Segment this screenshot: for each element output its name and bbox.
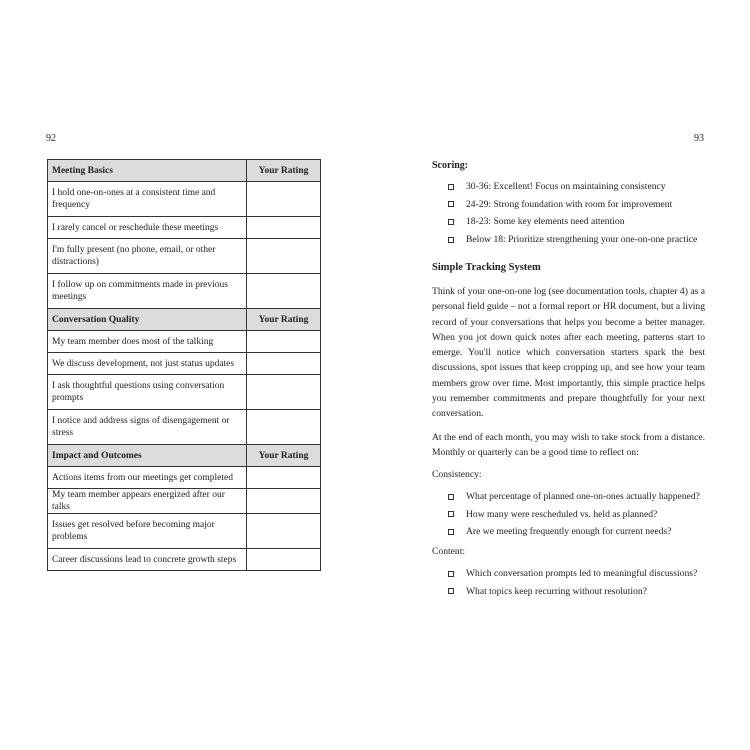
list-item [448, 565, 708, 583]
table-row [48, 467, 321, 489]
consistency-list [448, 488, 708, 541]
body-paragraph: Think of your one-on-one log (see documentation tools, chapter 4) as a personal field guide – not a formal report or HR document, but a living record of your conversations that helps you become a better manager. When you jot down quick notes after each meeting, patterns start to emerge. You'll notice which conversation starters spark the best discussions, spot issues that keep cropping up, and see how your team members grow over time. Most importantly, this simple practice helps you remember commitments and prepare thoughtfully for your next conversation. [432, 286, 705, 420]
statement-cell: I follow up on commitments made in previous meetings [48, 274, 247, 309]
table-row [48, 217, 321, 239]
rating-cell[interactable] [247, 239, 321, 274]
content-label: Content: [432, 546, 466, 557]
rating-column-header: Your Rating [247, 160, 321, 182]
rating-column-header: Your Rating [247, 445, 321, 467]
rating-cell[interactable] [247, 182, 321, 217]
statement-cell: My team member does most of the talking [48, 331, 247, 353]
list-item [448, 506, 708, 524]
table-row [48, 375, 321, 410]
list-item [448, 488, 708, 506]
rating-cell[interactable] [247, 489, 321, 514]
list-item-text: What topics keep recurring without resolution? [466, 585, 647, 597]
checkbox-bullet-icon [448, 588, 454, 594]
checkbox-bullet-icon [448, 494, 454, 500]
page-number-right: 93 [694, 133, 704, 144]
table-section-header [48, 160, 321, 182]
list-item [448, 178, 708, 196]
list-item [448, 523, 708, 541]
body-paragraph: At the end of each month, you may wish to take stock from a distance. Monthly or quarterly can be a good time to reflect on: [432, 432, 705, 459]
scoring-heading: Scoring: [432, 160, 469, 171]
list-item-text: How many were rescheduled vs. held as planned? [466, 508, 658, 520]
section-title: Meeting Basics [48, 160, 247, 182]
rating-cell[interactable] [247, 410, 321, 445]
table-section-header [48, 445, 321, 467]
list-item-text: 30-36: Excellent! Focus on maintaining consistency [466, 181, 666, 192]
rating-cell[interactable] [247, 274, 321, 309]
rating-cell[interactable] [247, 353, 321, 375]
section-title: Impact and Outcomes [48, 445, 247, 467]
checkbox-bullet-icon [448, 529, 454, 535]
table-row [48, 489, 321, 514]
rating-cell[interactable] [247, 375, 321, 410]
self-assessment-table [47, 159, 321, 571]
checkbox-bullet-icon [448, 571, 454, 577]
rating-cell[interactable] [247, 217, 321, 239]
checkbox-bullet-icon [448, 201, 454, 207]
table-row [48, 514, 321, 549]
statement-cell: Career discussions lead to concrete growth steps [48, 549, 247, 571]
statement-cell: We discuss development, not just status updates [48, 353, 247, 375]
statement-cell: I hold one-on-ones at a consistent time and frequency [48, 182, 247, 217]
statement-cell: I ask thoughtful questions using conversation prompts [48, 375, 247, 410]
checkbox-bullet-icon [448, 219, 454, 225]
table-section-header [48, 309, 321, 331]
statement-cell: I rarely cancel or reschedule these meetings [48, 217, 247, 239]
statement-cell: I'm fully present (no phone, email, or other distractions) [48, 239, 247, 274]
list-item-text: Are we meeting frequently enough for current needs? [466, 526, 672, 538]
list-item [448, 213, 708, 231]
list-item-text: 24-29: Strong foundation with room for improvement [466, 198, 673, 210]
section-heading: Simple Tracking System [432, 262, 541, 273]
table-row [48, 274, 321, 309]
checkbox-bullet-icon [448, 511, 454, 517]
rating-cell[interactable] [247, 331, 321, 353]
rating-column-header: Your Rating [247, 309, 321, 331]
rating-cell[interactable] [247, 549, 321, 571]
checkbox-bullet-icon [448, 237, 454, 243]
statement-cell: Actions items from our meetings get completed [48, 467, 247, 489]
list-item [448, 231, 708, 249]
statement-cell: My team member appears energized after our talks [48, 489, 247, 514]
checkbox-bullet-icon [448, 184, 454, 190]
statement-cell: I notice and address signs of disengagement or stress [48, 410, 247, 445]
section-title: Conversation Quality [48, 309, 247, 331]
table-row [48, 239, 321, 274]
list-item-text: What percentage of planned one-on-ones actually happened? [466, 491, 700, 502]
list-item-text: Below 18: Prioritize strengthening your one-on-one practice [466, 233, 698, 245]
table-row [48, 353, 321, 375]
list-item [448, 196, 708, 214]
table-row [48, 182, 321, 217]
list-item [448, 583, 708, 601]
content-list [448, 565, 708, 600]
table-row [48, 549, 321, 571]
table-row [48, 331, 321, 353]
list-item-text: 18-23: Some key elements need attention [466, 216, 625, 228]
table-row [48, 410, 321, 445]
rating-cell[interactable] [247, 467, 321, 489]
statement-cell: Issues get resolved before becoming major problems [48, 514, 247, 549]
rating-cell[interactable] [247, 514, 321, 549]
page-number-left: 92 [46, 133, 56, 144]
consistency-label: Consistency: [432, 469, 482, 480]
scoring-list [448, 178, 708, 248]
list-item-text: Which conversation prompts led to meaningful discussions? [466, 568, 698, 579]
